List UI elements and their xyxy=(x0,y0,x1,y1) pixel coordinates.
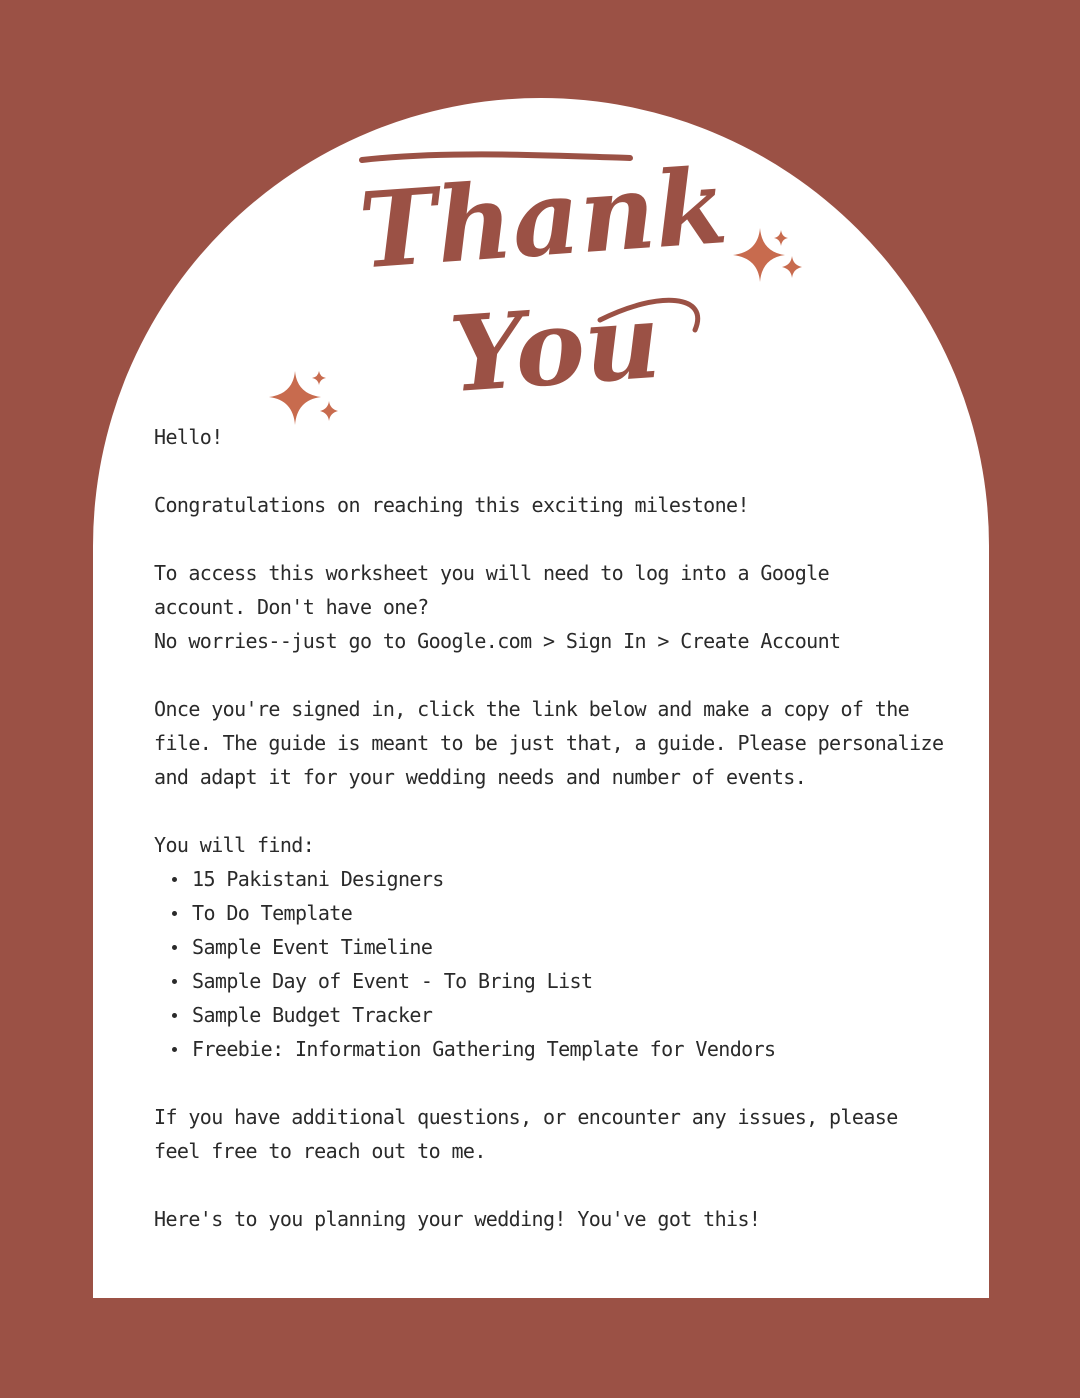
title-you: You xyxy=(445,278,665,417)
congratulations-text: Congratulations on reaching this exciting milestone! xyxy=(154,493,749,517)
access-line-1: To access this worksheet you will need to log into a Google xyxy=(154,561,830,585)
access-instructions xyxy=(154,556,954,658)
list-item: Sample Budget Tracker xyxy=(192,998,954,1032)
copy-instructions: Once you're signed in, click the link below and make a copy of the file. The guide is meant to be just that, a guide. Please personalize and adapt it for your wedding needs and number of events. xyxy=(154,697,944,789)
greeting: Hello! xyxy=(154,425,223,449)
contents-list xyxy=(154,862,954,1066)
access-line-3: No worries--just go to Google.com > Sign In > Create Account xyxy=(154,629,841,653)
list-intro: You will find: xyxy=(154,833,315,857)
list-item: To Do Template xyxy=(192,896,954,930)
list-item: 15 Pakistani Designers xyxy=(192,862,954,896)
thank-you-title xyxy=(300,130,780,440)
list-item: Sample Day of Event - To Bring List xyxy=(192,964,954,998)
closing-text: Here's to you planning your wedding! You've got this! xyxy=(154,1207,761,1231)
sparkle-cluster-right-icon xyxy=(725,222,811,288)
access-line-2: account. Don't have one? xyxy=(154,595,429,619)
title-thank: Thank xyxy=(355,144,732,293)
letter-body xyxy=(154,420,954,1270)
list-item: Sample Event Timeline xyxy=(192,930,954,964)
questions-text: If you have additional questions, or encounter any issues, please feel free to reach out to me. xyxy=(154,1105,898,1163)
list-item: Freebie: Information Gathering Template for Vendors xyxy=(192,1032,954,1066)
